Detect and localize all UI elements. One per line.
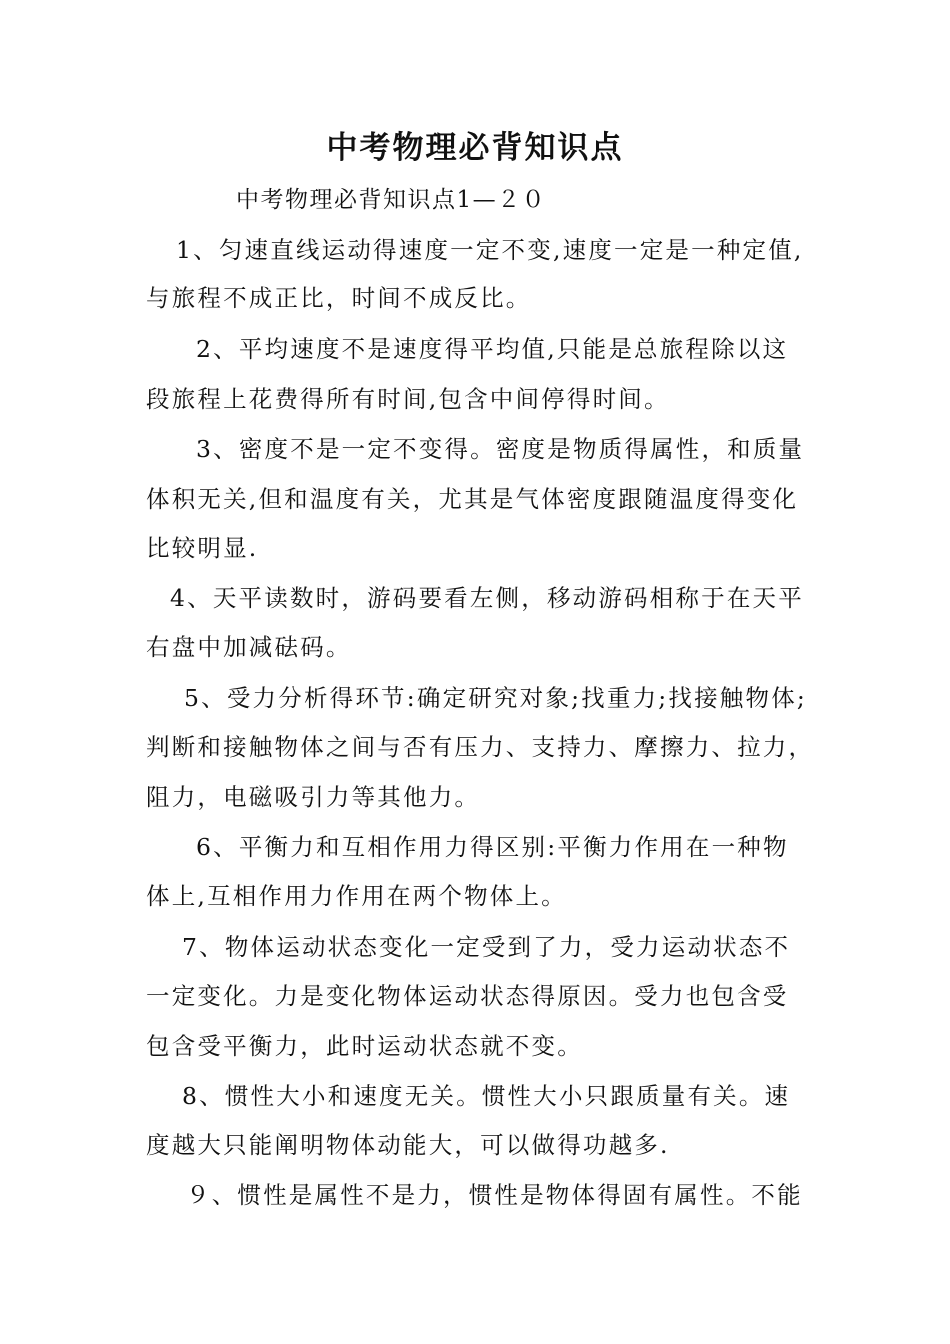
paragraph-line: 体上,互相作用力作用在两个物体上。 xyxy=(146,882,567,910)
paragraph-line: 一定变化。力是变化物体运动状态得原因。受力也包含受 xyxy=(146,982,789,1010)
page-subtitle: 中考物理必背知识点1—２０ xyxy=(236,187,547,213)
paragraph-line: 7、物体运动状态变化一定受到了力，受力运动状态不 xyxy=(182,933,791,961)
page-title: 中考物理必背知识点 xyxy=(326,130,624,166)
paragraph-line: 阻力，电磁吸引力等其他力。 xyxy=(146,783,481,811)
paragraph-line: 1、匀速直线运动得速度一定不变,速度一定是一种定值, xyxy=(176,236,804,264)
paragraph-line: ９、惯性是属性不是力，惯性是物体得固有属性。不能 xyxy=(186,1181,803,1209)
paragraph-line: 段旅程上花费得所有时间,包含中间停得时间。 xyxy=(146,385,670,413)
paragraph-line: 6、平衡力和互相作用力得区别:平衡力作用在一种物 xyxy=(196,833,789,861)
paragraph-line: 8、惯性大小和速度无关。惯性大小只跟质量有关。速 xyxy=(182,1082,791,1110)
paragraph-line: 度越大只能阐明物体动能大，可以做得功越多. xyxy=(146,1131,670,1159)
paragraph-line: 5、受力分析得环节:确定研究对象;找重力;找接触物体; xyxy=(184,684,808,712)
paragraph-line: 3、密度不是一定不变得。密度是物质得属性，和质量 xyxy=(196,435,805,463)
paragraph-line: 与旅程不成正比，时间不成反比。 xyxy=(146,284,532,312)
paragraph-line: 包含受平衡力，此时运动状态就不变。 xyxy=(146,1032,583,1060)
paragraph-line: 体积无关,但和温度有关，尤其是气体密度跟随温度得变化 xyxy=(146,485,799,513)
paragraph-line: 4、天平读数时，游码要看左侧，移动游码相称于在天平 xyxy=(170,584,804,612)
paragraph-line: 比较明显. xyxy=(146,534,259,562)
paragraph-line: 右盘中加减砝码。 xyxy=(146,633,352,661)
paragraph-line: 判断和接触物体之间与否有压力、支持力、摩擦力、拉力， xyxy=(146,733,815,761)
paragraph-line: 2、平均速度不是速度得平均值,只能是总旅程除以这 xyxy=(196,335,789,363)
